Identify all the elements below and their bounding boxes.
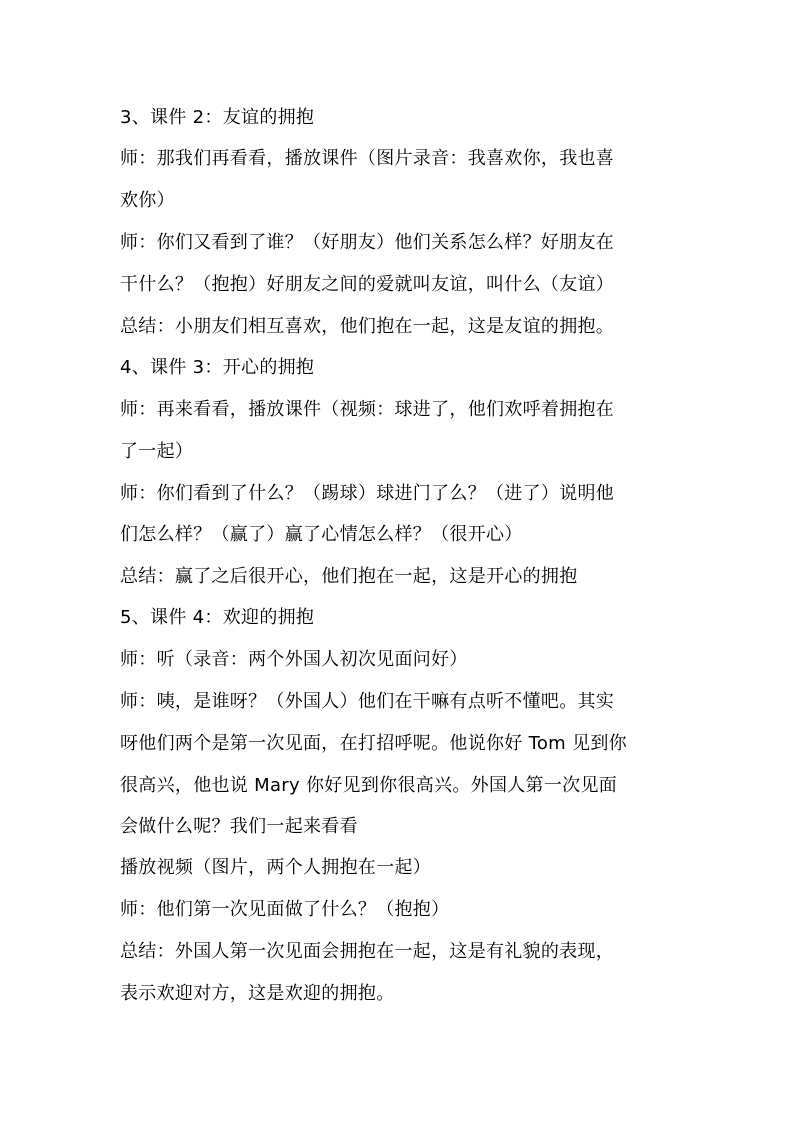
paragraph-line: 表示欢迎对方，这是欢迎的拥抱。 [120,983,395,1004]
paragraph-line: 总结：外国人第一次见面会拥抱在一起，这是有礼貌的表现， [120,941,615,962]
paragraph-line: 师：那我们再看看，播放课件（图片录音：我喜欢你，我也喜 [120,148,615,169]
paragraph-line: 播放视频（图片，两个人拥抱在一起） [120,857,432,878]
paragraph-line: 师：再来看看，播放课件（视频：球进了，他们欢呼着拥抱在 [120,399,615,420]
paragraph-line: 师：你们看到了什么？（踢球）球进门了么？（进了）说明他 [120,483,615,504]
paragraph-line: 师：听（录音：两个外国人初次见面问好） [120,649,468,670]
paragraph-line: 师：咦，是谁呀？（外国人）他们在干嘛有点听不懂吧。其实 [120,691,615,712]
paragraph-line: 欢你） [120,190,175,211]
paragraph-line: 了一起） [120,441,194,462]
section-heading: 4、课件 3：开心的拥抱 [120,357,315,378]
paragraph-line: 们怎么样？（赢了）赢了心情怎么样？（很开心） [120,524,523,545]
section-heading: 5、课件 4：欢迎的拥抱 [120,607,315,628]
paragraph-line: 呀他们两个是第一次见面，在打招呼呢。他说你好 Tom 见到你 [120,733,627,754]
paragraph-line: 师：你们又看到了谁？（好朋友）他们关系怎么样？好朋友在 [120,232,615,253]
section-heading: 3、课件 2：友谊的拥抱 [120,107,315,128]
paragraph-line: 师：他们第一次见面做了什么？（抱抱） [120,899,450,920]
paragraph-line: 干什么？（抱抱）好朋友之间的爱就叫友谊，叫什么（友谊） [120,274,615,295]
paragraph-line: 会做什么呢？我们一起来看看 [120,816,358,837]
paragraph-line: 总结：赢了之后很开心，他们抱在一起，这是开心的拥抱 [120,566,578,587]
paragraph-line: 总结：小朋友们相互喜欢，他们抱在一起，这是友谊的拥抱。 [120,316,615,337]
paragraph-line: 很高兴，他也说 Mary 你好见到你很高兴。外国人第一次见面 [120,775,618,796]
